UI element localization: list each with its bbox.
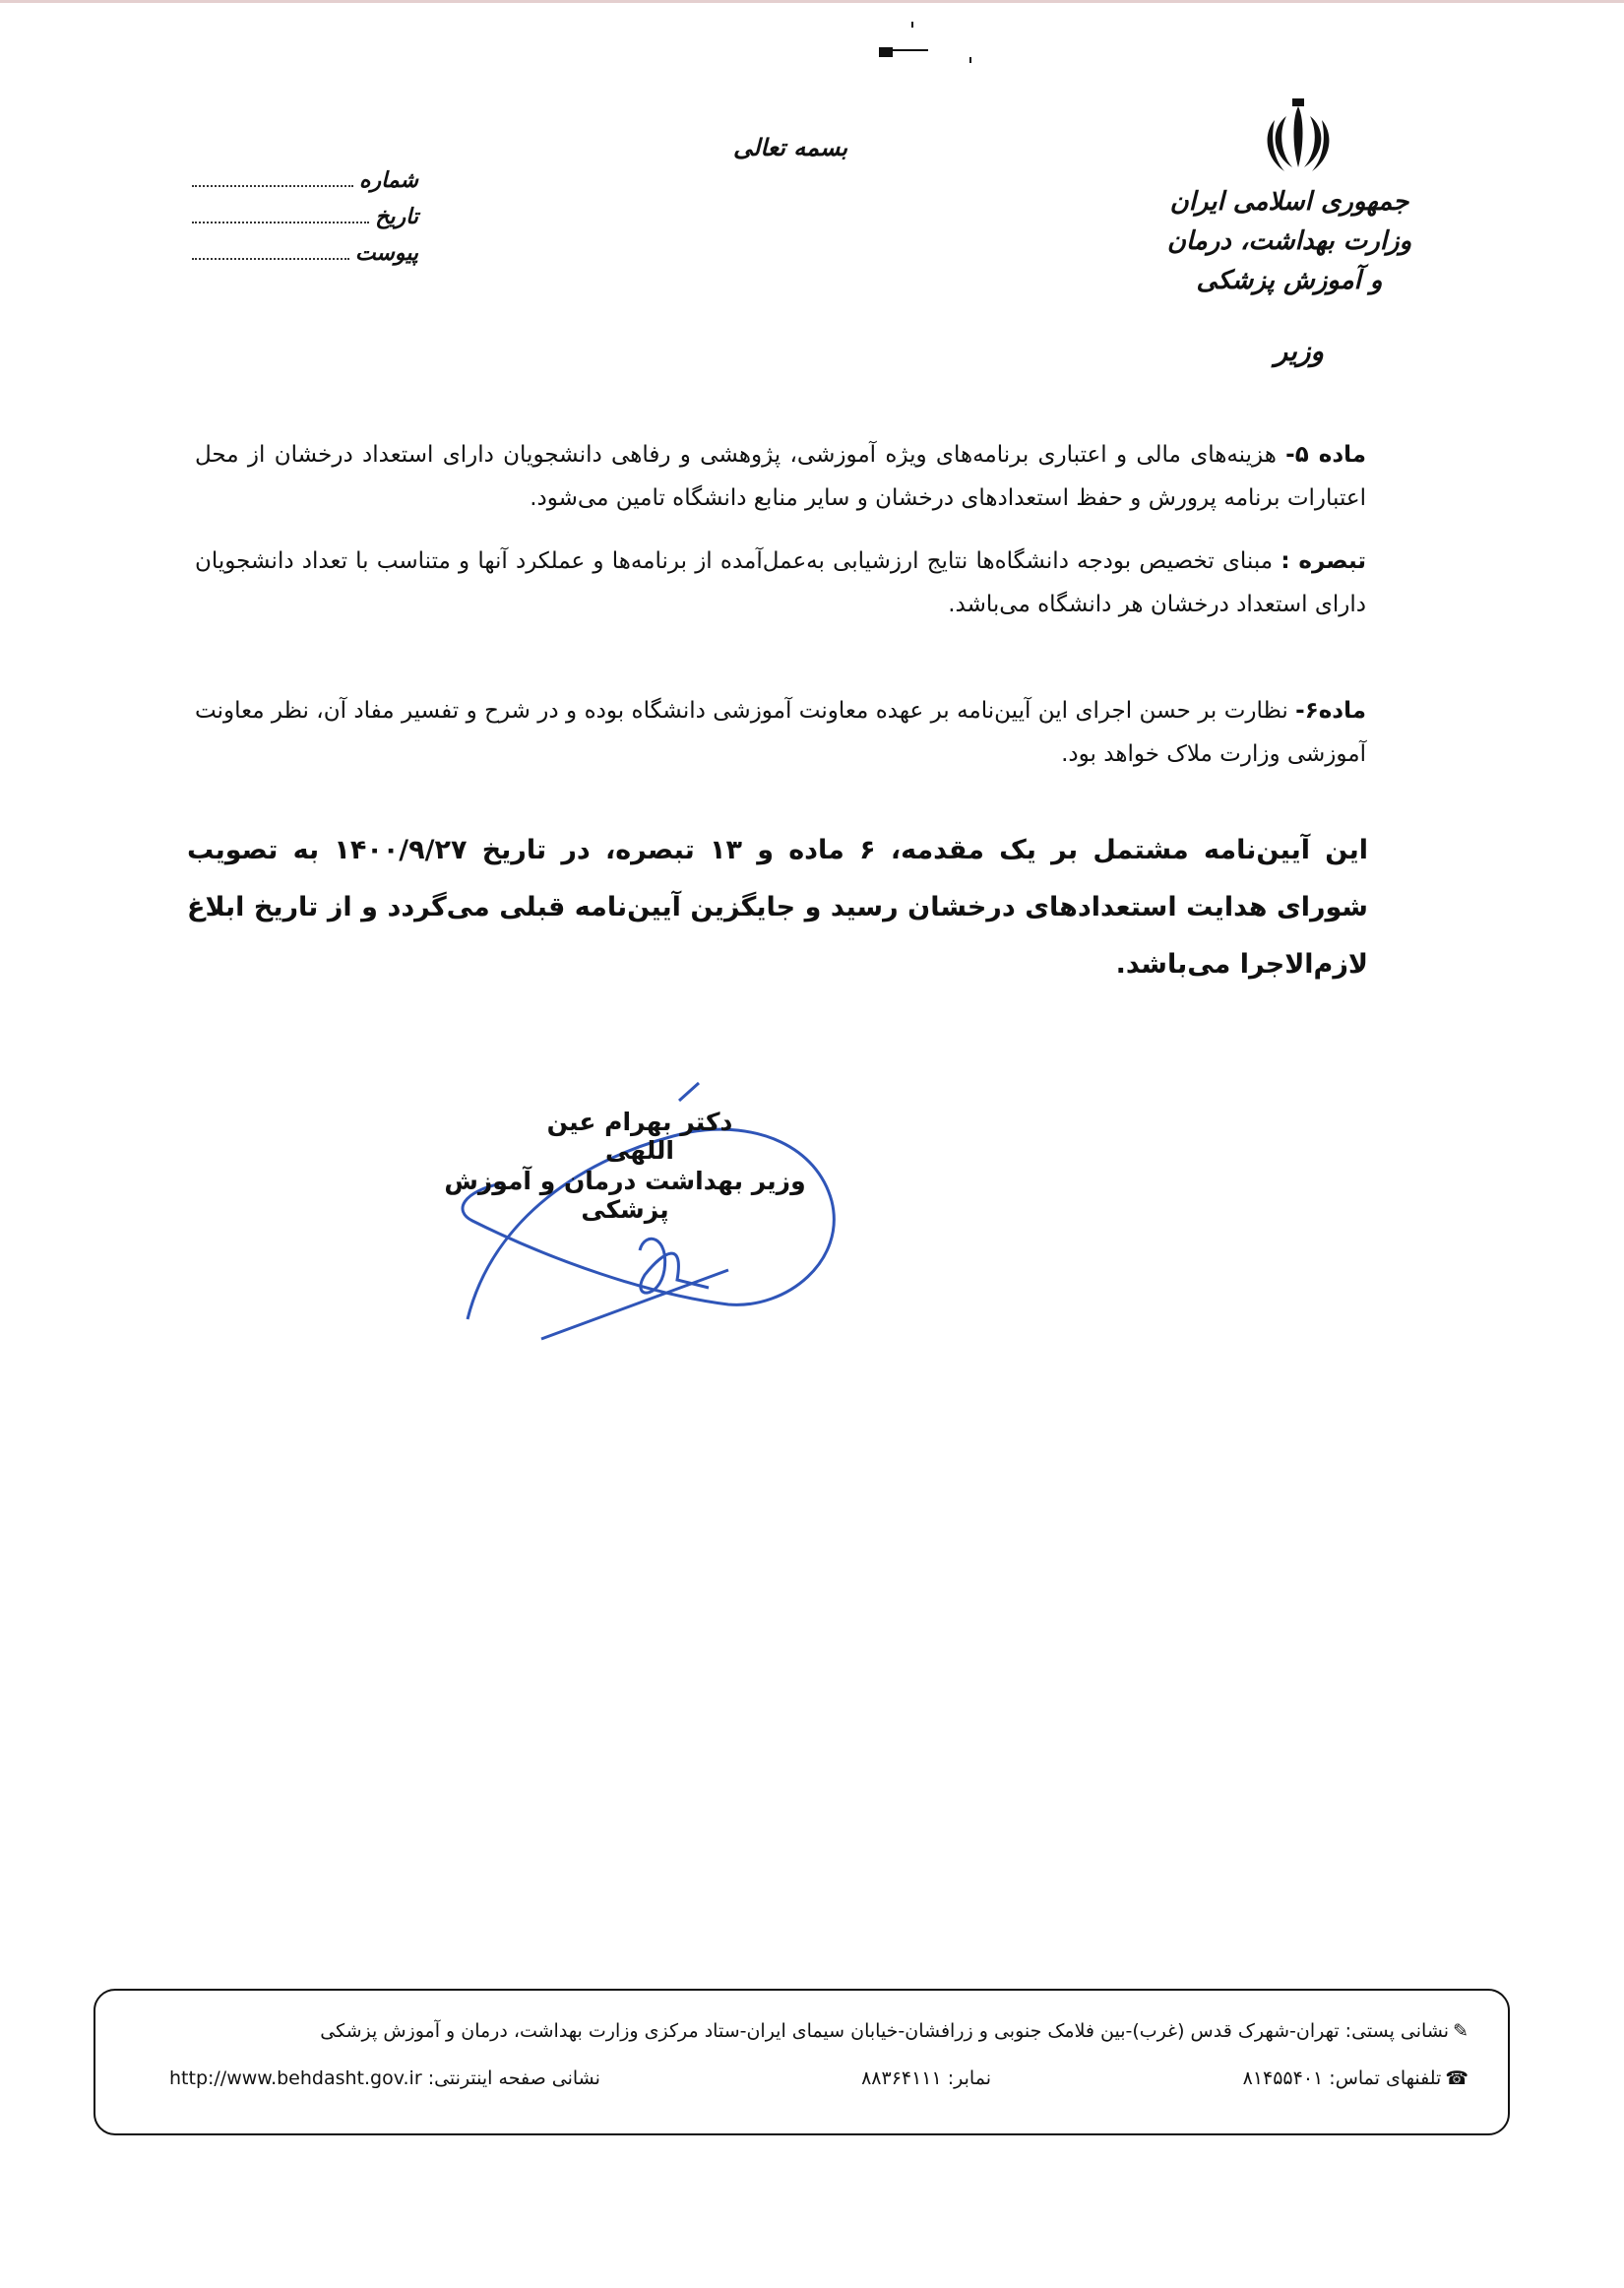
scan-edge-line [0,0,1624,3]
number-value [192,171,353,187]
footer-phone: تلفنهای تماس: ۸۱۴۵۵۴۰۱ [1242,2067,1442,2089]
date-value [192,208,369,223]
minister-title: وزیر [1274,335,1324,367]
article-6 [195,689,1366,776]
note-heading: تبصره : [1280,548,1366,574]
meta-row-attachment [192,240,418,277]
ministry-line-2: وزارت بهداشت، درمان و آموزش پزشکی [1166,226,1412,295]
phone-icon: ☎ [1445,2067,1468,2089]
article-5-heading: ماده ۵- [1285,442,1366,468]
footer-website-link[interactable]: http://www.behdasht.gov.ir [169,2067,422,2089]
article-6-text: نظارت بر حسن اجرای این آیین‌نامه بر عهده معاونت آموزشی دانشگاه بوده و در شرح و تفسیر مفاد آن، نظر معاونت آموزشی وزارت ملاک خواهد بود. [195,698,1366,767]
number-label: شماره [358,167,418,193]
scan-mark [891,49,928,51]
basmala: بسمه تعالی [733,133,848,161]
footer-website-label: نشانی صفحه اینترنتی: [427,2067,600,2089]
signatory-name: دکتر بهرام عین اللهی [546,1108,733,1165]
date-label: تاریخ [375,204,418,229]
scan-mark [969,57,971,63]
ministry-letterhead [1161,182,1417,300]
attachment-label: پیوست [354,240,418,266]
letter-meta-fields [192,167,418,277]
footer-phone-item [1243,2067,1468,2089]
signatory-title: وزیر بهداشت درمان و آموزش پزشکی [444,1167,806,1224]
footer-fax: نمابر: ۸۸۳۶۴۱۱۱ [861,2067,991,2089]
footer-contact-box [94,1989,1510,2135]
footer-contacts-row [150,2067,1468,2097]
note-article-5 [195,540,1366,626]
meta-row-number [192,167,418,204]
article-5 [195,433,1366,520]
note-text: مبنای تخصیص بودجه دانشگاه‌ها نتایج ارزشیابی به‌عمل‌آمده از برنامه‌ها و عملکرد آنها و متناسب با تعداد دانشجویان دارای استعداد درخشان هر دانشگاه می‌باشد. [195,548,1366,617]
footer-address: نشانی پستی: تهران-شهرک قدس (غرب)-بین فلامک جنوبی و زرافشان-خیابان سیمای ایران-ستاد مرکزی وزارت بهداشت، درمان و آموزش پزشکی [320,2020,1450,2042]
footer-website-item [169,2067,600,2089]
iran-emblem-icon [1263,98,1334,177]
scan-mark [911,22,913,28]
closing-statement: این آیین‌نامه مشتمل بر یک مقدمه، ۶ ماده و ۱۳ تبصره، در تاریخ ۱۴۰۰/۹/۲۷ به تصویب شورای هدایت استعدادهای درخشان رسید و جایگزین آیین‌نامه قبلی می‌گردد و از تاریخ ابلاغ لازم‌الاجرا می‌باشد. [187,835,1368,980]
ministry-line-1: جمهوری اسلامی ایران [1169,187,1409,217]
article-5-text: هزینه‌های مالی و اعتباری برنامه‌های ویژه آموزشی، پژوهشی و رفاهی دانشجویان دارای استعداد درخشان از محل اعتبارات برنامه پرورش و حفظ استعدادهای درخشان و سایر منابع دانشگاه تامین می‌شود. [195,442,1366,511]
meta-row-date [192,204,418,240]
footer-address-line [320,2020,1468,2042]
pen-icon: ✎ [1453,2020,1468,2042]
attachment-value [192,244,349,260]
article-6-heading: ماده۶- [1295,698,1366,724]
